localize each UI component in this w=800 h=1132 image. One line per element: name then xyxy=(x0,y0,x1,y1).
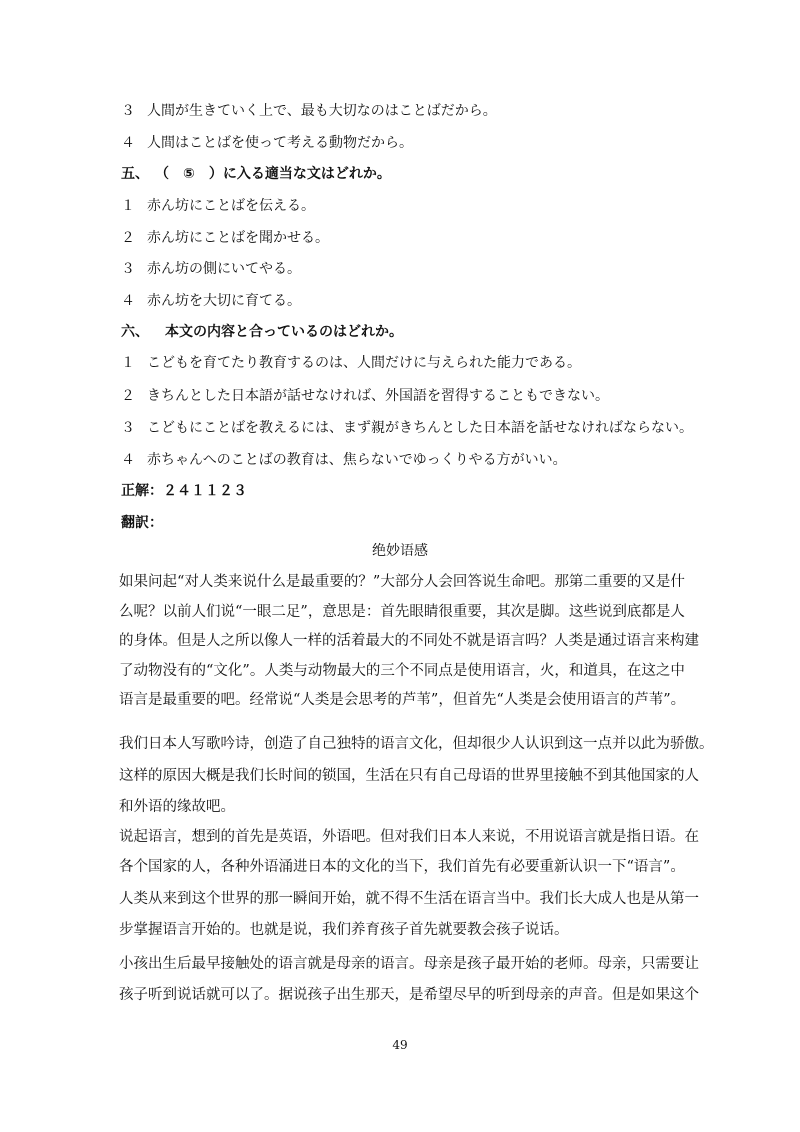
translation-line: 小孩出生后最早接触处的语言就是母亲的语言。母亲是孩子最开始的老师。母亲，只需要让 xyxy=(119,956,699,972)
q6-option-1 xyxy=(121,353,581,373)
option-text: 赤ん坊にことばを聞かせる。 xyxy=(147,230,329,246)
answer-line xyxy=(121,481,247,501)
translation-title: 绝妙语感 xyxy=(372,543,428,559)
option-text: 人間はことばを使って考える動物だから。 xyxy=(147,135,413,151)
q5-option-2 xyxy=(121,228,329,248)
translation-line: 步掌握语言开始的。也就是说，我们养育孩子首先就要教会孩子说话。 xyxy=(119,922,569,938)
translation-label: 翻訳： xyxy=(121,515,163,531)
q6-option-2 xyxy=(121,386,609,406)
option-text: こどもにことばを教えるには、まず親がきちんとした日本語を話せなければならない。 xyxy=(147,420,693,436)
option-number: ４ xyxy=(121,135,135,151)
option-number: ３ xyxy=(121,420,135,436)
option-number: ３ xyxy=(121,261,135,277)
translation-line: 了动物没有的“文化”。人类与动物最大的三个不同点是使用语言，火，和道具，在这之中 xyxy=(119,663,685,679)
translation-line: 说起语言，想到的首先是英语，外语吧。但对我们日本人来说，不用说语言就是指日语。在 xyxy=(119,829,699,845)
translation-line: 孩子听到说话就可以了。据说孩子出生那天，是希望尽早的听到母亲的声音。但是如果这个 xyxy=(119,987,699,1003)
translation-line: 如果问起“对人类来说什么是最重要的？”大部分人会回答说生命吧。那第二重要的又是什 xyxy=(119,574,685,590)
option-number: ４ xyxy=(121,293,135,309)
question-label: 六、 xyxy=(121,324,149,340)
q5-option-4 xyxy=(121,291,301,311)
option-number: ４ xyxy=(121,452,135,468)
question-blank: （ ⑤ ） xyxy=(155,166,223,182)
option-number: ３ xyxy=(121,103,135,119)
option-text: 赤ん坊の側にいてやる。 xyxy=(147,261,301,277)
translation-line: 的身体。但是人之所以像人一样的活着最大的不同处不就是语言吗？人类是通过语言来构建 xyxy=(119,633,699,649)
option-text: 赤ちゃんへのことばの教育は、焦らないでゆっくりやる方がいい。 xyxy=(147,452,567,468)
q6-option-3 xyxy=(121,418,693,438)
option-text: きちんとした日本語が話せなければ、外国語を習得することもできない。 xyxy=(147,388,609,404)
translation-line: 和外语的缘故吧。 xyxy=(119,799,235,815)
option-number: １ xyxy=(121,198,135,214)
option-text: 赤ん坊にことばを伝える。 xyxy=(147,198,315,214)
question-text: 本文の内容と合っているのはどれか。 xyxy=(165,324,403,340)
answer-value: ２４１１２３ xyxy=(163,483,247,499)
question-6-heading xyxy=(121,322,403,342)
question-label: 五、 xyxy=(121,166,149,182)
answer-label: 正解： xyxy=(121,483,163,499)
q6-option-4 xyxy=(121,450,567,470)
translation-line: 这样的原因大概是我们长时间的锁国，生活在只有自己母语的世界里接触不到其他国家的人 xyxy=(119,768,699,784)
option-text: 人間が生きていく上で、最も大切なのはことばだから。 xyxy=(147,103,497,119)
option-number: ２ xyxy=(121,230,135,246)
q4-option-4 xyxy=(121,133,413,153)
option-text: こどもを育てたり教育するのは、人間だけに与えられた能力である。 xyxy=(147,355,581,371)
translation-line: 我们日本人写歌吟诗，创造了自己独特的语言文化，但却很少人认识到这一点并以此为骄傲。 xyxy=(119,736,714,752)
question-text: に入る適当な文はどれか。 xyxy=(222,166,391,182)
translation-line: 人类从来到这个世界的那一瞬间开始，就不得不生活在语言当中。我们长大成人也是从第一 xyxy=(119,891,699,907)
translation-line: 语言是最重要的吧。经常说“人类是会思考的芦苇”，但首先“人类是会使用语言的芦苇”。 xyxy=(119,692,686,708)
translation-line: 么呢？以前人们说“一眼二足”，意思是：首先眼睛很重要，其次是脚。这些说到底都是人 xyxy=(119,604,685,620)
option-number: ２ xyxy=(121,388,135,404)
q5-option-1 xyxy=(121,196,315,216)
option-text: 赤ん坊を大切に育てる。 xyxy=(147,293,301,309)
option-number: １ xyxy=(121,355,135,371)
q5-option-3 xyxy=(121,259,301,279)
q4-option-3 xyxy=(121,101,497,121)
translation-line: 各个国家的人，各种外语涌进日本的文化的当下，我们首先有必要重新认识一下“语言”。 xyxy=(119,859,685,875)
question-5-heading xyxy=(121,164,391,184)
page-number: 49 xyxy=(392,1038,408,1052)
